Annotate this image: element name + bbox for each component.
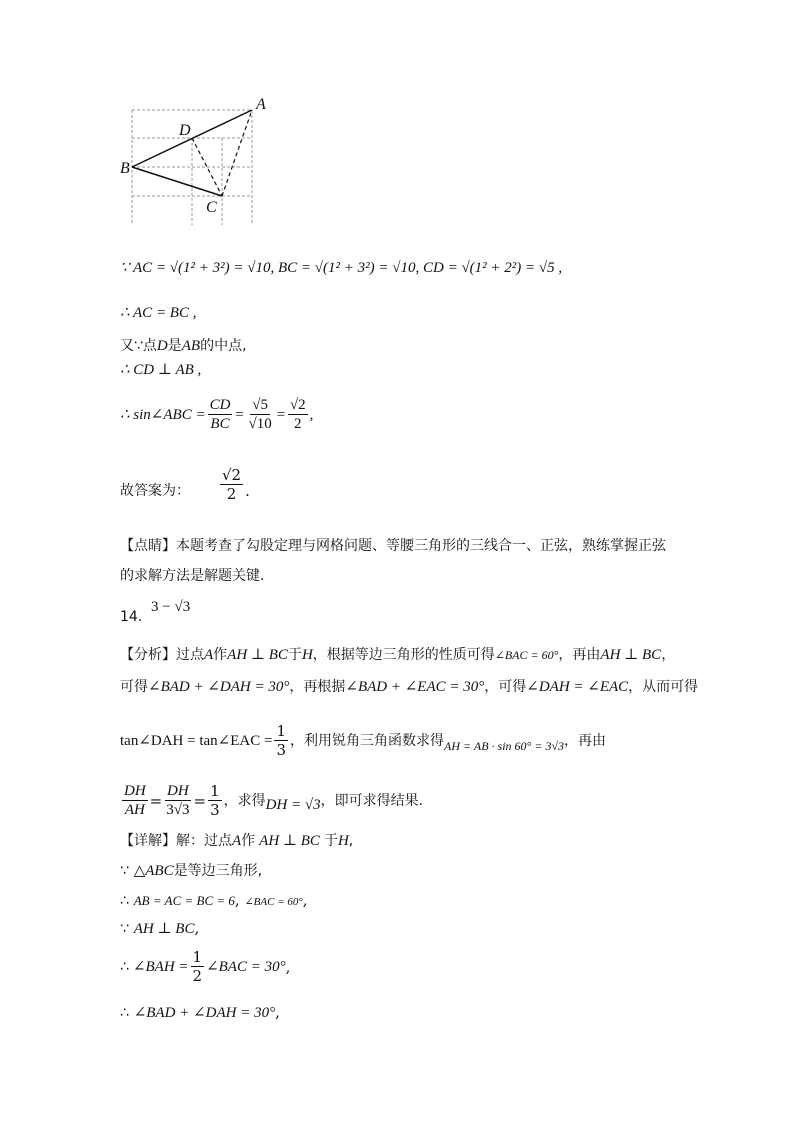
comma: ,	[194, 919, 200, 937]
proof-line-sine: ∴ sin∠ABC = $\frac{CD}{BC}$ = $\frac{√5}{√10}$ = $\frac{√2}{2}$ ,	[120, 397, 314, 432]
fraction-root2-2	[288, 396, 308, 433]
fraction-dh-ah	[122, 782, 148, 819]
therefore-symbol: ∴	[120, 893, 129, 909]
perpendicular-text: ∴ CD ⊥ AB ,	[120, 362, 202, 378]
text: 可得	[120, 679, 148, 695]
fraction-one-third	[208, 782, 222, 819]
denominator: BC	[210, 416, 230, 432]
text: 于	[287, 647, 302, 663]
question-answer: 3 − √3	[151, 599, 191, 615]
period: .	[245, 482, 250, 500]
formula: ∠BAC = 60°	[494, 648, 559, 662]
text: ，再根据	[289, 679, 346, 695]
fraction-cd-bc	[208, 396, 233, 433]
formula: ∠BAC = 60°	[244, 896, 303, 908]
numerator: 1	[210, 782, 220, 800]
point-d: D	[156, 338, 168, 354]
text: ，即可求得结果.	[320, 792, 424, 809]
segment-ab: AB	[181, 338, 201, 354]
answer-fraction	[220, 466, 243, 503]
text: ，再由	[564, 732, 607, 749]
formula: ∠DAH = ∠EAC	[526, 679, 629, 695]
lengths-text: ∵ AC = √(1² + 3²) = √10, BC = √(1² + 3²) = √10, CD = √(1² + 2²) = √5 ,	[120, 260, 563, 276]
comma: ,	[275, 1003, 280, 1021]
numerator: 1	[276, 722, 287, 740]
formula: AH = AB · sin 60° = 3√3	[444, 738, 565, 753]
denominator: 3√3	[166, 802, 190, 818]
text: 又∵点	[120, 338, 157, 354]
text: 作	[213, 647, 228, 663]
question-number: 14.	[120, 609, 143, 625]
formula: AH ⊥ BC	[259, 833, 320, 849]
text: 于	[323, 833, 338, 849]
point-a: A	[232, 833, 242, 849]
numerator: √5	[252, 397, 269, 413]
answer-label: 故答案为：	[120, 483, 190, 499]
text: ，求得	[223, 792, 266, 809]
label-a: A	[256, 96, 266, 113]
point-a: A	[204, 647, 214, 663]
comma: ,	[302, 891, 308, 909]
text: ，	[661, 647, 676, 663]
comma: ,	[234, 891, 240, 909]
numerator: DH	[124, 783, 146, 799]
numerator: √2	[289, 397, 306, 413]
analysis-line-2	[120, 676, 698, 697]
answer-line	[120, 466, 250, 503]
geometry-figure	[110, 95, 270, 235]
sine-prefix: ∴ sin∠ABC =	[120, 406, 206, 423]
because-symbol: ∵	[120, 863, 129, 879]
formula: ∠BAC = 30°	[206, 958, 286, 975]
fraction-one-third	[274, 722, 288, 759]
text: 是等边三角形,	[173, 863, 263, 879]
fraction-root5-root10	[247, 396, 274, 433]
because-symbol: ∵	[120, 921, 129, 937]
comma: ,	[285, 957, 291, 976]
denominator: 3	[210, 801, 220, 819]
denominator: 2	[192, 967, 203, 985]
fraction-dh-3root3	[164, 782, 191, 819]
formula: AB = AC = BC = 6	[133, 893, 235, 908]
triangle-abc: △ABC	[133, 863, 174, 879]
comma: ,	[309, 406, 314, 423]
label-c: C	[206, 199, 217, 216]
label-b: B	[120, 160, 130, 177]
grid-lines	[132, 110, 252, 225]
comment-line-1	[120, 536, 666, 556]
proof-line-ac-eq-bc	[120, 303, 196, 323]
text: ，从而可得	[628, 679, 699, 695]
text: ，根据等边三角形的性质可得	[312, 647, 495, 663]
comment-line-2	[120, 566, 264, 586]
detail-line-2	[120, 860, 262, 881]
denominator: AH	[124, 802, 145, 818]
detail-line-1	[120, 830, 353, 851]
analysis-line-1	[120, 644, 675, 665]
detail-line-6	[120, 1002, 280, 1023]
formula: ∠BAH =	[132, 958, 189, 975]
question-14	[120, 596, 191, 625]
comment-text: 【点睛】本题考查了勾股定理与网格问题、等腰三角形的三线合一、正弦，熟练掌握正弦	[120, 538, 666, 554]
formula: ∠BAD + ∠DAH = 30°	[133, 1005, 276, 1021]
fraction-one-half	[191, 948, 205, 985]
point-h: H	[337, 833, 349, 849]
text: 是	[167, 338, 182, 354]
text: ，可得	[484, 679, 527, 695]
therefore-symbol: ∴	[120, 958, 129, 975]
text: ，利用锐角三角函数求得	[290, 732, 445, 749]
proof-line-perpendicular	[120, 360, 201, 380]
formula: AH ⊥ BC	[600, 647, 662, 663]
denominator: 2	[294, 416, 302, 432]
analysis-line-4: $\frac{DH}{AH}$ = $\frac{DH}{3√3}$ = $\frac{1}{3}$ ，求得 DH = √3 ，即可求得结果.	[124, 782, 424, 819]
numerator: 1	[192, 948, 203, 966]
denominator: √10	[248, 416, 272, 432]
point-h: H	[301, 647, 313, 663]
text: ，再由	[558, 647, 601, 663]
denominator: 2	[226, 485, 237, 503]
text: 作	[241, 833, 256, 849]
denominator: 3	[276, 741, 287, 759]
label-d: D	[179, 122, 191, 139]
proof-line-lengths	[120, 258, 562, 278]
formula: tan∠DAH = tan∠EAC =	[120, 732, 273, 749]
text: 【详解】解：过点	[120, 833, 232, 849]
proof-line-midpoint	[120, 335, 247, 356]
detail-line-3	[120, 890, 308, 912]
comment-text: 的求解方法是解题关键.	[120, 568, 265, 584]
formula: AH ⊥ BC	[133, 921, 195, 937]
formula: DH = √3	[265, 796, 321, 813]
formula: AH ⊥ BC	[227, 647, 288, 663]
detail-line-4	[120, 918, 199, 939]
numerator: DH	[167, 783, 189, 799]
formula: ∠BAD + ∠DAH = 30°	[148, 679, 290, 695]
numerator: √2	[222, 466, 242, 484]
analysis-line-3	[120, 722, 606, 759]
formula: ∠BAD + ∠EAC = 30°	[345, 679, 485, 695]
text: 【分析】过点	[120, 647, 204, 663]
ac-eq-bc-text: ∴ AC = BC ,	[120, 305, 197, 321]
text: ,	[348, 833, 354, 849]
numerator: CD	[209, 397, 231, 413]
text: 的中点,	[200, 338, 247, 354]
detail-line-5	[120, 948, 290, 985]
therefore-symbol: ∴	[120, 1005, 129, 1021]
